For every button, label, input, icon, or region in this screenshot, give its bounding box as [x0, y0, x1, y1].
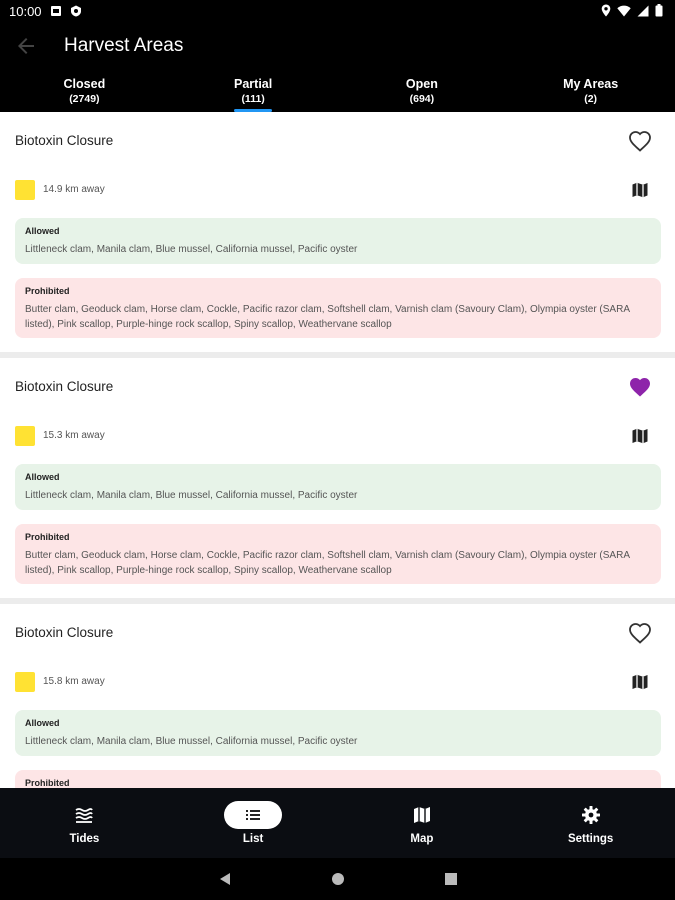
tab-count: (2749): [69, 93, 100, 105]
prohibited-species: Butter clam, Geoduck clam, Horse clam, Cockle, Pacific razor clam, Softshell clam, Varnish clam (Savoury Clam), Olympia oyster (SARA listed), Pink scallop, Purple-hinge rock scallop, Spiny scallop, Weathervane scallop: [25, 304, 630, 330]
nav-label: Tides: [69, 833, 100, 845]
map-icon[interactable]: [631, 181, 649, 199]
closure-color-swatch: [15, 672, 35, 692]
shield-icon: [70, 5, 82, 17]
map-icon[interactable]: [631, 673, 649, 691]
tab-count: (111): [241, 93, 265, 105]
prohibited-species: Butter clam, Geoduck clam, Horse clam, Cockle, Pacific razor clam, Softshell clam, Varnish clam (Savoury Clam), Olympia oyster (SARA listed), Pink scallop, Purple-hinge rock scallop, Spiny scallop, Weathervane scallop: [25, 550, 630, 576]
allowed-label: Allowed: [25, 472, 60, 482]
location-icon: [601, 4, 611, 17]
tab-label: Partial: [234, 77, 273, 91]
nav-label: Settings: [567, 833, 614, 845]
allowed-section: [15, 710, 661, 756]
app-bar: [0, 24, 675, 68]
harvest-area-list[interactable]: [0, 112, 675, 788]
map-icon[interactable]: [631, 427, 649, 445]
system-home-icon[interactable]: [330, 871, 346, 887]
notification-icon: [50, 5, 62, 17]
status-icons: [601, 4, 663, 17]
nav-settings[interactable]: [506, 788, 675, 858]
prohibited-section: [15, 278, 661, 338]
tab-closed[interactable]: [0, 68, 169, 112]
nav-list[interactable]: [169, 788, 338, 858]
favorite-outline-icon[interactable]: [628, 622, 652, 644]
system-nav-bar: [0, 858, 675, 900]
favorite-filled-icon[interactable]: [628, 376, 652, 398]
allowed-label: Allowed: [25, 226, 60, 236]
tab-label: Open: [405, 77, 438, 91]
back-arrow-icon[interactable]: [14, 34, 38, 58]
prohibited-label: Prohibited: [25, 286, 70, 296]
harvest-area-card[interactable]: [0, 112, 675, 352]
nav-map[interactable]: [338, 788, 507, 858]
nav-tides[interactable]: [0, 788, 169, 858]
prohibited-label: Prohibited: [25, 532, 70, 542]
list-icon: [243, 805, 263, 825]
card-title: Biotoxin Closure: [15, 625, 114, 640]
tides-icon: [74, 805, 94, 825]
signal-icon: [637, 5, 649, 17]
nav-label: Map: [410, 833, 434, 845]
tab-label: Closed: [63, 77, 106, 91]
distance-text: 15.8 km away: [43, 676, 105, 687]
nav-label: List: [242, 833, 264, 845]
prohibited-label: Prohibited: [25, 778, 70, 788]
tab-partial[interactable]: [169, 68, 338, 112]
tab-count: (2): [584, 93, 598, 105]
map-icon: [412, 805, 432, 825]
gear-icon: [581, 805, 601, 825]
wifi-icon: [617, 5, 631, 17]
status-time: 10:00: [9, 4, 42, 19]
harvest-area-card[interactable]: [0, 358, 675, 598]
tab-count: (694): [409, 93, 435, 105]
tab-open[interactable]: [338, 68, 507, 112]
bottom-navigation: [0, 788, 675, 858]
allowed-section: [15, 464, 661, 510]
closure-color-swatch: [15, 426, 35, 446]
harvest-area-card[interactable]: [0, 604, 675, 788]
system-recents-icon[interactable]: [443, 871, 459, 887]
allowed-species: Littleneck clam, Manila clam, Blue mussel, California mussel, Pacific oyster: [25, 244, 358, 255]
closure-color-swatch: [15, 180, 35, 200]
allowed-species: Littleneck clam, Manila clam, Blue mussel, California mussel, Pacific oyster: [25, 490, 358, 501]
card-title: Biotoxin Closure: [15, 379, 114, 394]
tab-bar: [0, 68, 675, 112]
tab-label: My Areas: [563, 77, 619, 91]
card-title: Biotoxin Closure: [15, 133, 114, 148]
allowed-species: Littleneck clam, Manila clam, Blue mussel, California mussel, Pacific oyster: [25, 736, 358, 747]
allowed-section: [15, 218, 661, 264]
status-bar: [0, 0, 675, 24]
page-title: Harvest Areas: [64, 35, 184, 56]
favorite-outline-icon[interactable]: [628, 130, 652, 152]
battery-icon: [655, 4, 663, 17]
distance-text: 15.3 km away: [43, 430, 105, 441]
prohibited-section: [15, 524, 661, 584]
prohibited-section: [15, 770, 661, 788]
system-back-icon[interactable]: [217, 871, 233, 887]
tab-my-areas[interactable]: [506, 68, 675, 112]
distance-text: 14.9 km away: [43, 184, 105, 195]
allowed-label: Allowed: [25, 718, 60, 728]
